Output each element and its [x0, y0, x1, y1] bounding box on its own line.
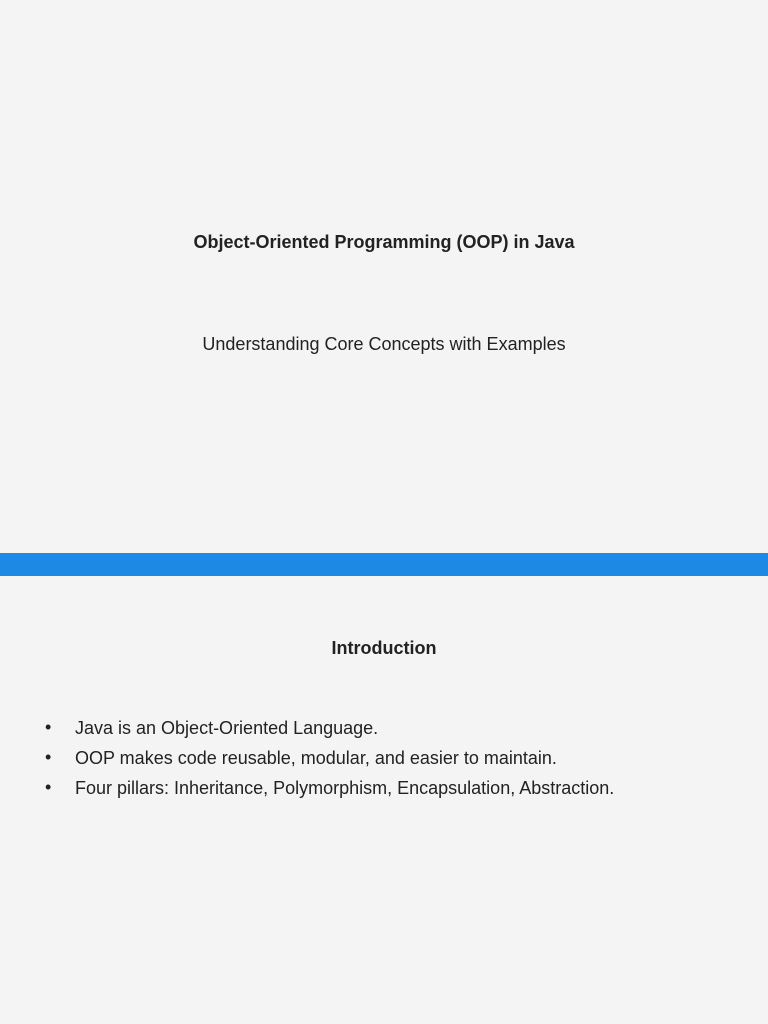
slide-subtitle: Understanding Core Concepts with Examples — [202, 334, 566, 354]
bullet-item — [0, 747, 768, 777]
bullet-text: Four pillars: Inheritance, Polymorphism, Encapsulation, Abstraction. — [75, 778, 615, 798]
slide-title: Object-Oriented Programming (OOP) in Java — [193, 232, 575, 252]
bullet-icon: • — [45, 747, 52, 767]
slide-heading: Introduction — [331, 638, 437, 658]
bullet-item — [0, 777, 768, 807]
introduction-slide — [0, 576, 768, 1024]
bullet-icon: • — [45, 777, 52, 797]
bullet-item — [0, 717, 768, 747]
bullet-list — [0, 717, 768, 807]
bullet-text: Java is an Object-Oriented Language. — [75, 718, 379, 738]
bullet-icon: • — [45, 717, 52, 737]
bullet-text: OOP makes code reusable, modular, and easier to maintain. — [75, 748, 557, 768]
slide-divider — [0, 553, 768, 576]
